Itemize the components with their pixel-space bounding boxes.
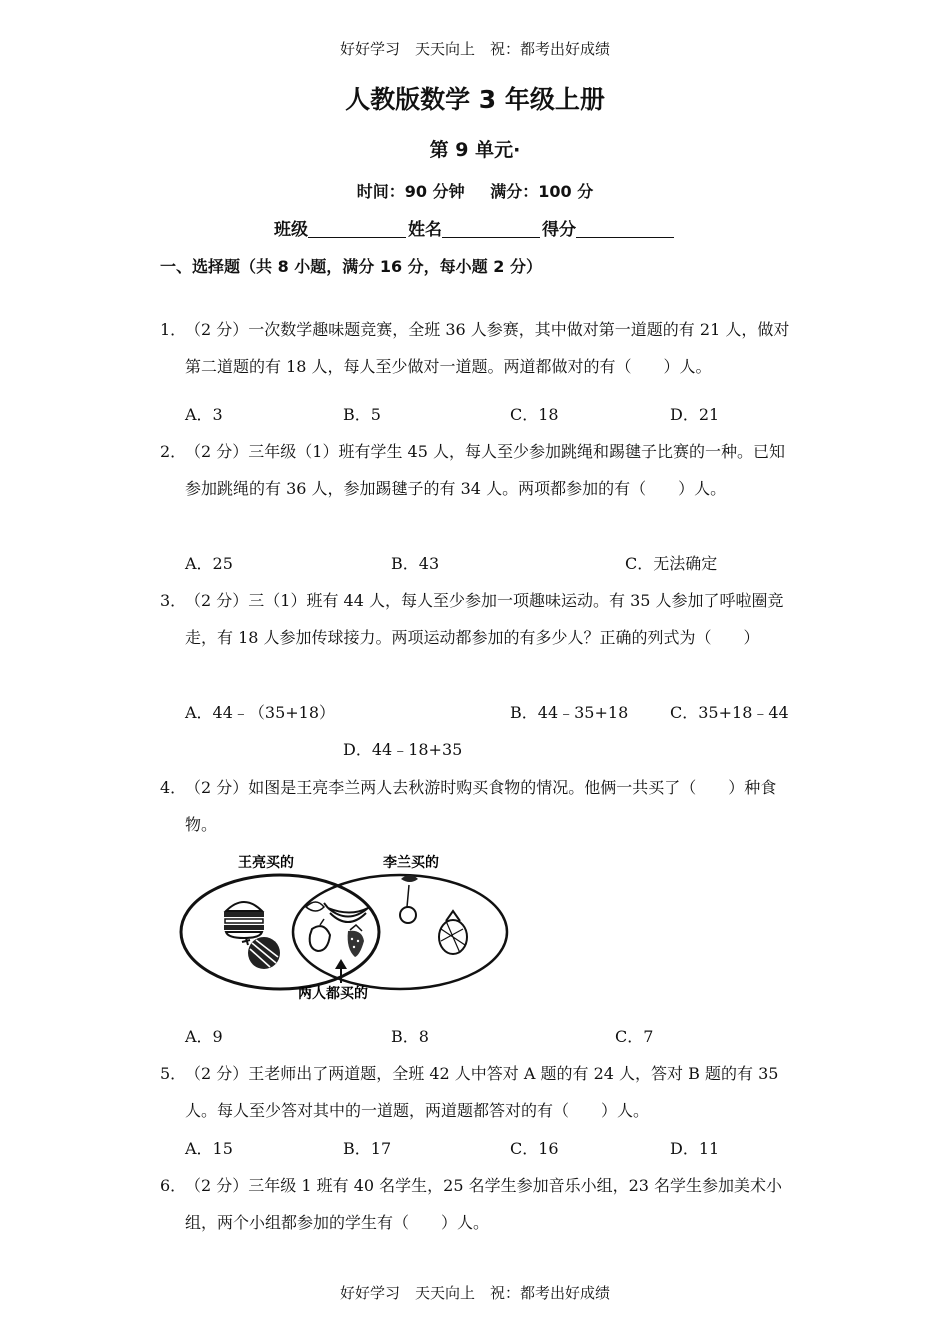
full-score-label: 满分：100 分 <box>490 182 594 201</box>
question-text: （2 分）三年级（1）班有学生 45 人，每人至少参加跳绳和踢毽子比赛的一种。已知参加跳绳的有 36 人，参加踢毽子的有 34 人。两项都参加的有（ ）人。 <box>185 442 785 498</box>
student-info <box>0 215 950 240</box>
option-b[interactable]: B．5 <box>343 405 381 424</box>
peach-icon <box>310 919 330 951</box>
option-a[interactable]: A．3 <box>185 405 223 424</box>
option-c[interactable]: C．16 <box>510 1139 559 1158</box>
question-3 <box>160 582 795 656</box>
options-3-row2 <box>185 731 805 768</box>
venn-right-label: 李兰买的 <box>383 855 439 871</box>
exam-time-score <box>0 179 950 202</box>
dragon-fruit-icon <box>439 911 467 954</box>
unit-subtitle: 第 9 单元· <box>429 139 521 161</box>
question-1 <box>160 311 795 385</box>
option-d[interactable]: D．21 <box>670 405 720 424</box>
options-2 <box>185 545 805 582</box>
venn-right-circle <box>293 875 507 989</box>
page-header: 好好学习 天天向上 祝：都考出好成绩 <box>339 40 610 58</box>
options-5 <box>185 1130 805 1167</box>
venn-both-label: 两人都买的 <box>298 986 368 1002</box>
question-number: 2． <box>160 442 187 461</box>
name-label: 姓名 <box>408 220 442 240</box>
banana-icon <box>324 903 368 922</box>
option-d[interactable]: D．44﹣18+35 <box>343 740 463 759</box>
option-d[interactable]: D．11 <box>670 1139 720 1158</box>
question-number: 4． <box>160 778 187 797</box>
question-6 <box>160 1167 795 1241</box>
option-c[interactable]: C．7 <box>615 1027 654 1046</box>
cherry-icon <box>400 875 418 923</box>
time-label: 时间：90 分钟 <box>356 182 465 201</box>
class-blank[interactable] <box>308 219 406 238</box>
option-b[interactable]: B．8 <box>391 1027 429 1046</box>
option-a[interactable]: A．9 <box>185 1027 223 1046</box>
question-text: （2 分）如图是王亮李兰两人去秋游时购买食物的情况。他俩一共买了（ ）种食物。 <box>185 778 777 834</box>
option-b[interactable]: B．44﹣35+18 <box>510 703 629 722</box>
hamburger-icon <box>224 902 264 938</box>
section-title: 一、选择题（共 8 小题，满分 16 分，每小题 2 分） <box>160 257 542 276</box>
page-footer: 好好学习 天天向上 祝：都考出好成绩 <box>339 1284 610 1302</box>
option-a[interactable]: A．25 <box>185 554 233 573</box>
venn-left-label: 王亮买的 <box>238 855 294 871</box>
question-text: （2 分）三年级 1 班有 40 名学生，25 名学生参加音乐小组，23 名学生参加美术小组，两个小组都参加的学生有（ ）人。 <box>185 1176 783 1232</box>
question-number: 6． <box>160 1176 187 1195</box>
question-text: （2 分）三（1）班有 44 人，每人至少参加一项趣味运动。有 35 人参加了呼啦圈竞走，有 18 人参加传球接力。两项运动都参加的有多少人？正确的列式为（ ） <box>185 591 784 647</box>
options-4 <box>185 1018 805 1055</box>
options-1 <box>185 396 805 433</box>
question-text: （2 分）王老师出了两道题，全班 42 人中答对 A 题的有 24 人，答对 B 题的有 35 人。每人至少答对其中的一道题，两道题都答对的有（ ）人。 <box>185 1064 779 1120</box>
option-c[interactable]: C．35+18﹣44 <box>670 703 789 722</box>
option-b[interactable]: B．17 <box>343 1139 392 1158</box>
option-a[interactable]: A．44﹣（35+18） <box>185 703 336 722</box>
page-title: 人教版数学 3 年级上册 <box>345 85 605 114</box>
question-number: 5． <box>160 1064 187 1083</box>
options-3 <box>185 694 805 731</box>
watermelon-icon <box>242 937 280 969</box>
question-number: 1． <box>160 320 187 339</box>
class-label: 班级 <box>274 220 308 240</box>
question-4 <box>160 769 795 843</box>
name-blank[interactable] <box>442 219 540 238</box>
option-c[interactable]: C．18 <box>510 405 559 424</box>
question-5 <box>160 1055 795 1129</box>
venn-diagram <box>178 845 513 1005</box>
option-a[interactable]: A．15 <box>185 1139 233 1158</box>
option-b[interactable]: B．43 <box>391 554 440 573</box>
strawberry-icon <box>348 925 364 957</box>
question-number: 3． <box>160 591 187 610</box>
score-blank[interactable] <box>576 219 674 238</box>
question-text: （2 分）一次数学趣味题竞赛，全班 36 人参赛，其中做对第一道题的有 21 人，做对第二道题的有 18 人，每人至少做对一道题。两道都做对的有（ ）人。 <box>185 320 790 376</box>
option-c[interactable]: C．无法确定 <box>625 554 718 573</box>
question-2 <box>160 433 795 507</box>
score-label: 得分 <box>542 220 576 240</box>
